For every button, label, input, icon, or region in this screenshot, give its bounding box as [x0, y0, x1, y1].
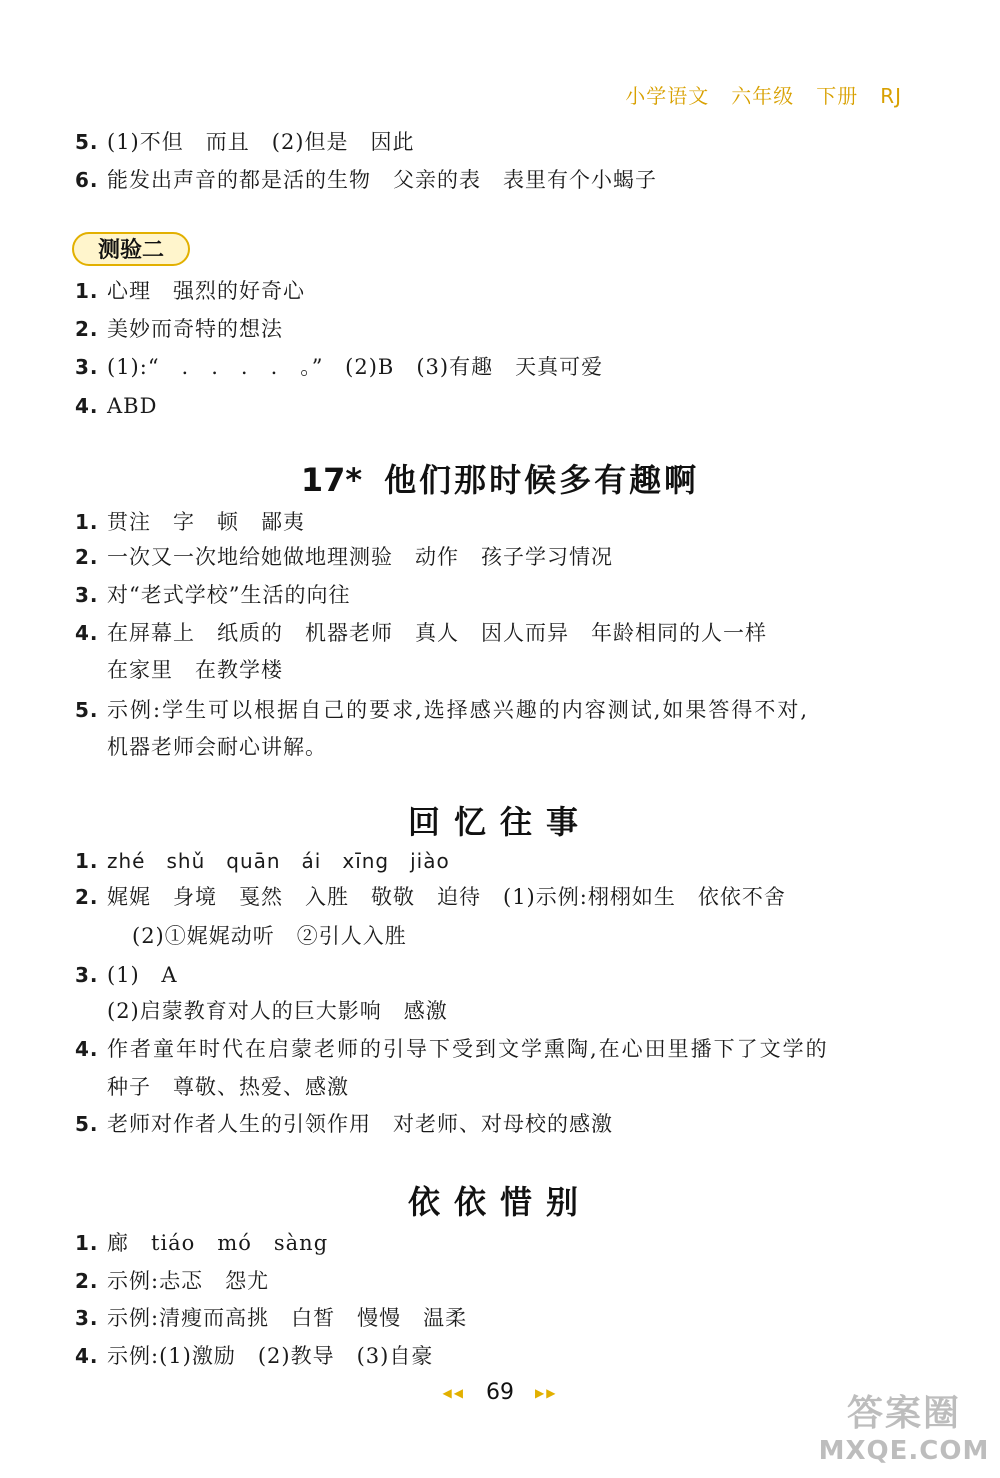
- item-number: 3.: [75, 1306, 99, 1330]
- answer-item-continued: [107, 655, 920, 685]
- item-text: (1):“ . . . . 。” (2)B (3)有趣 天真可爱: [107, 355, 604, 379]
- item-text: 廊 tiáo mó sàng: [107, 1231, 329, 1255]
- item-number: 1.: [75, 1231, 99, 1255]
- item-text: 能发出声音的都是活的生物 父亲的表 表里有个小蝎子: [107, 168, 657, 192]
- answer-item: [75, 695, 920, 725]
- header-subject: 小学语文: [625, 84, 710, 108]
- lesson-title: [0, 1177, 1000, 1223]
- item-text: (1) A: [107, 963, 178, 987]
- header-grade: 六年级: [731, 84, 795, 108]
- answer-item: [75, 1034, 920, 1064]
- answer-item: [75, 1303, 920, 1333]
- lesson-title-text: 依依惜别: [407, 1183, 592, 1221]
- item-number: 5.: [75, 130, 99, 154]
- header-volume: 下册: [816, 84, 859, 108]
- answer-item: [75, 127, 920, 157]
- item-number: 1.: [75, 510, 99, 534]
- answer-item: [75, 276, 920, 306]
- item-number: 2.: [75, 545, 99, 569]
- item-number: 2.: [75, 885, 99, 909]
- item-text: 在家里 在教学楼: [107, 658, 283, 682]
- answer-item: [75, 352, 920, 382]
- answer-item: [75, 314, 920, 344]
- item-text: 示例:忐忑 怨尤: [107, 1269, 270, 1293]
- answer-item: [75, 542, 920, 572]
- item-text: 作者童年时代在启蒙老师的引导下受到文学熏陶,在心田里播下了文学的: [107, 1037, 829, 1061]
- item-number: 3.: [75, 963, 99, 987]
- answer-item: [75, 391, 920, 421]
- page-header: [603, 80, 902, 109]
- lesson-title-text: 回忆往事: [407, 803, 592, 841]
- item-text: (2)启蒙教育对人的巨大影响 感激: [107, 999, 448, 1023]
- answer-item-continued: [107, 996, 920, 1026]
- lesson-title: [0, 797, 1000, 843]
- item-number: 3.: [75, 583, 99, 607]
- item-text: (1)不但 而且 (2)但是 因此: [107, 130, 415, 154]
- item-text: 对“老式学校”生活的向往: [107, 583, 351, 607]
- item-text: 种子 尊敬、热爱、感激: [107, 1075, 349, 1099]
- watermark-logo: [818, 1392, 990, 1468]
- answer-item: [75, 960, 920, 990]
- page-number: 69: [486, 1380, 514, 1405]
- item-number: 1.: [75, 279, 99, 303]
- item-number: 4.: [75, 1037, 99, 1061]
- item-text: ABD: [107, 394, 158, 418]
- item-text: 一次又一次地给她做地理测验 动作 孩子学习情况: [107, 545, 613, 569]
- prev-arrows-icon: ◀◀: [442, 1386, 465, 1400]
- item-text: 心理 强烈的好奇心: [107, 279, 305, 303]
- item-text: 老师对作者人生的引领作用 对老师、对母校的感激: [107, 1112, 613, 1136]
- item-text: 示例:(1)激励 (2)教导 (3)自豪: [107, 1344, 434, 1368]
- watermark-url: MXQE.COM: [818, 1436, 990, 1466]
- item-number: 3.: [75, 355, 99, 379]
- lesson-title: [0, 455, 1000, 501]
- answer-item: [75, 580, 920, 610]
- item-number: 1.: [75, 849, 99, 873]
- item-text: 在屏幕上 纸质的 机器老师 真人 因人而异 年龄相同的人一样: [107, 621, 767, 645]
- item-text: 娓娓 身境 戛然 入胜 敬敬 迫待 (1)示例:栩栩如生 依依不舍: [107, 885, 786, 909]
- item-text: 示例:学生可以根据自己的要求,选择感兴趣的内容测试,如果答得不对,: [107, 698, 810, 722]
- item-number: 6.: [75, 168, 99, 192]
- watermark-text: 答案圈: [846, 1393, 961, 1434]
- answer-item: [75, 882, 920, 912]
- item-text: (2)①娓娓动听 ②引人入胜: [132, 924, 407, 948]
- lesson-number: 17*: [300, 461, 363, 499]
- item-text: zhé shǔ quān ái xīng jiào: [107, 849, 450, 873]
- header-edition: RJ: [880, 84, 902, 108]
- item-number: 2.: [75, 1269, 99, 1293]
- answer-item: [75, 165, 920, 195]
- answer-item: [75, 1228, 920, 1258]
- item-text: 示例:清瘦而高挑 白皙 慢慢 温柔: [107, 1306, 468, 1330]
- item-number: 5.: [75, 1112, 99, 1136]
- answer-item: [75, 507, 920, 537]
- answer-item: [75, 1109, 920, 1139]
- answer-item-continued: [107, 732, 920, 762]
- item-text: 贯注 字 顿 鄙夷: [107, 510, 305, 534]
- answer-item: [75, 1266, 920, 1296]
- test-badge: 测验二: [72, 232, 190, 266]
- answer-item: [75, 1341, 920, 1371]
- item-number: 4.: [75, 621, 99, 645]
- item-number: 4.: [75, 394, 99, 418]
- item-text: 机器老师会耐心讲解。: [107, 735, 327, 759]
- item-number: 5.: [75, 698, 99, 722]
- item-number: 4.: [75, 1344, 99, 1368]
- answer-item: [75, 618, 920, 648]
- item-text: 美妙而奇特的想法: [107, 317, 283, 341]
- answer-item: [75, 846, 920, 876]
- answer-item-continued: [132, 921, 920, 951]
- next-arrows-icon: ▶▶: [535, 1386, 558, 1400]
- item-number: 2.: [75, 317, 99, 341]
- lesson-title-text: 他们那时候多有趣啊: [384, 461, 700, 499]
- answer-item-continued: [107, 1072, 920, 1102]
